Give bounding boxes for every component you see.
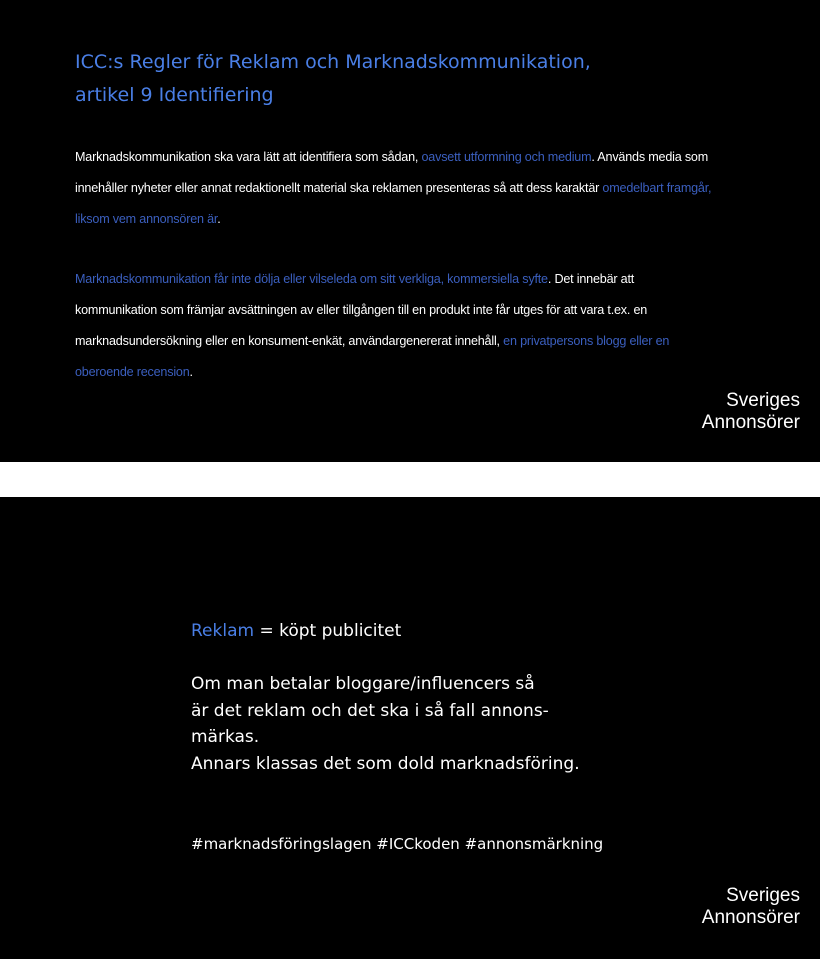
highlighted-text: omedelbart framgår, liksom vem annonsören är xyxy=(75,181,712,226)
body-line: Om man betalar bloggare/influencers så xyxy=(191,674,535,694)
body-text xyxy=(191,671,651,777)
paragraph-text: . xyxy=(189,365,193,379)
sveriges-annonsorer-logo xyxy=(702,885,800,929)
paragraph-commercial-purpose xyxy=(75,264,715,388)
body-line: märkas. xyxy=(191,727,260,747)
body-line: Annars klassas det som dold marknadsföring. xyxy=(191,753,580,774)
headline-accent: Reklam xyxy=(191,621,255,641)
slide-reklam-definition xyxy=(0,497,820,959)
headline-rest: = köpt publicitet xyxy=(254,621,402,641)
slide-icc-rules xyxy=(0,0,820,462)
hashtags: #marknadsföringslagen #ICCkoden #annonsmärkning xyxy=(191,835,604,853)
highlighted-text: en privatpersons blogg eller en oberoende recension xyxy=(75,334,670,379)
highlighted-text: Marknadskommunikation får inte dölja eller vilseleda om sitt verkliga, kommersiella syfte xyxy=(75,272,548,286)
logo-line-2: Annonsörer xyxy=(701,907,800,928)
body-line: är det reklam och det ska i så fall annons- xyxy=(191,700,549,721)
headline xyxy=(191,619,651,643)
title-line-2: artikel 9 Identifiering xyxy=(75,84,274,106)
paragraph-text: . Det innebär att kommunikation som främjar avsättningen av eller tillgången till en produkt inte får utges för att vara t.ex. en marknadsundersökning eller en konsument-enkät, användargenererat innehåll, xyxy=(75,272,648,348)
logo-line-1: Sveriges xyxy=(726,885,800,906)
sveriges-annonsorer-logo xyxy=(702,390,800,434)
logo-line-2: Annonsörer xyxy=(701,412,800,433)
paragraph-text: Marknadskommunikation ska vara lätt att identifiera som sådan, xyxy=(75,150,422,164)
paragraph-identification xyxy=(75,142,715,235)
logo-line-1: Sveriges xyxy=(726,390,800,411)
paragraph-text: . xyxy=(217,212,221,226)
slide-title xyxy=(75,46,715,112)
highlighted-text: oavsett utformning och medium xyxy=(421,150,592,164)
title-line-1: ICC:s Regler för Reklam och Marknadskommunikation, xyxy=(75,51,591,73)
paragraph-text: . Används media som innehåller nyheter eller annat redaktionellt material ska reklamen presenteras så att dess karaktär xyxy=(75,150,709,195)
